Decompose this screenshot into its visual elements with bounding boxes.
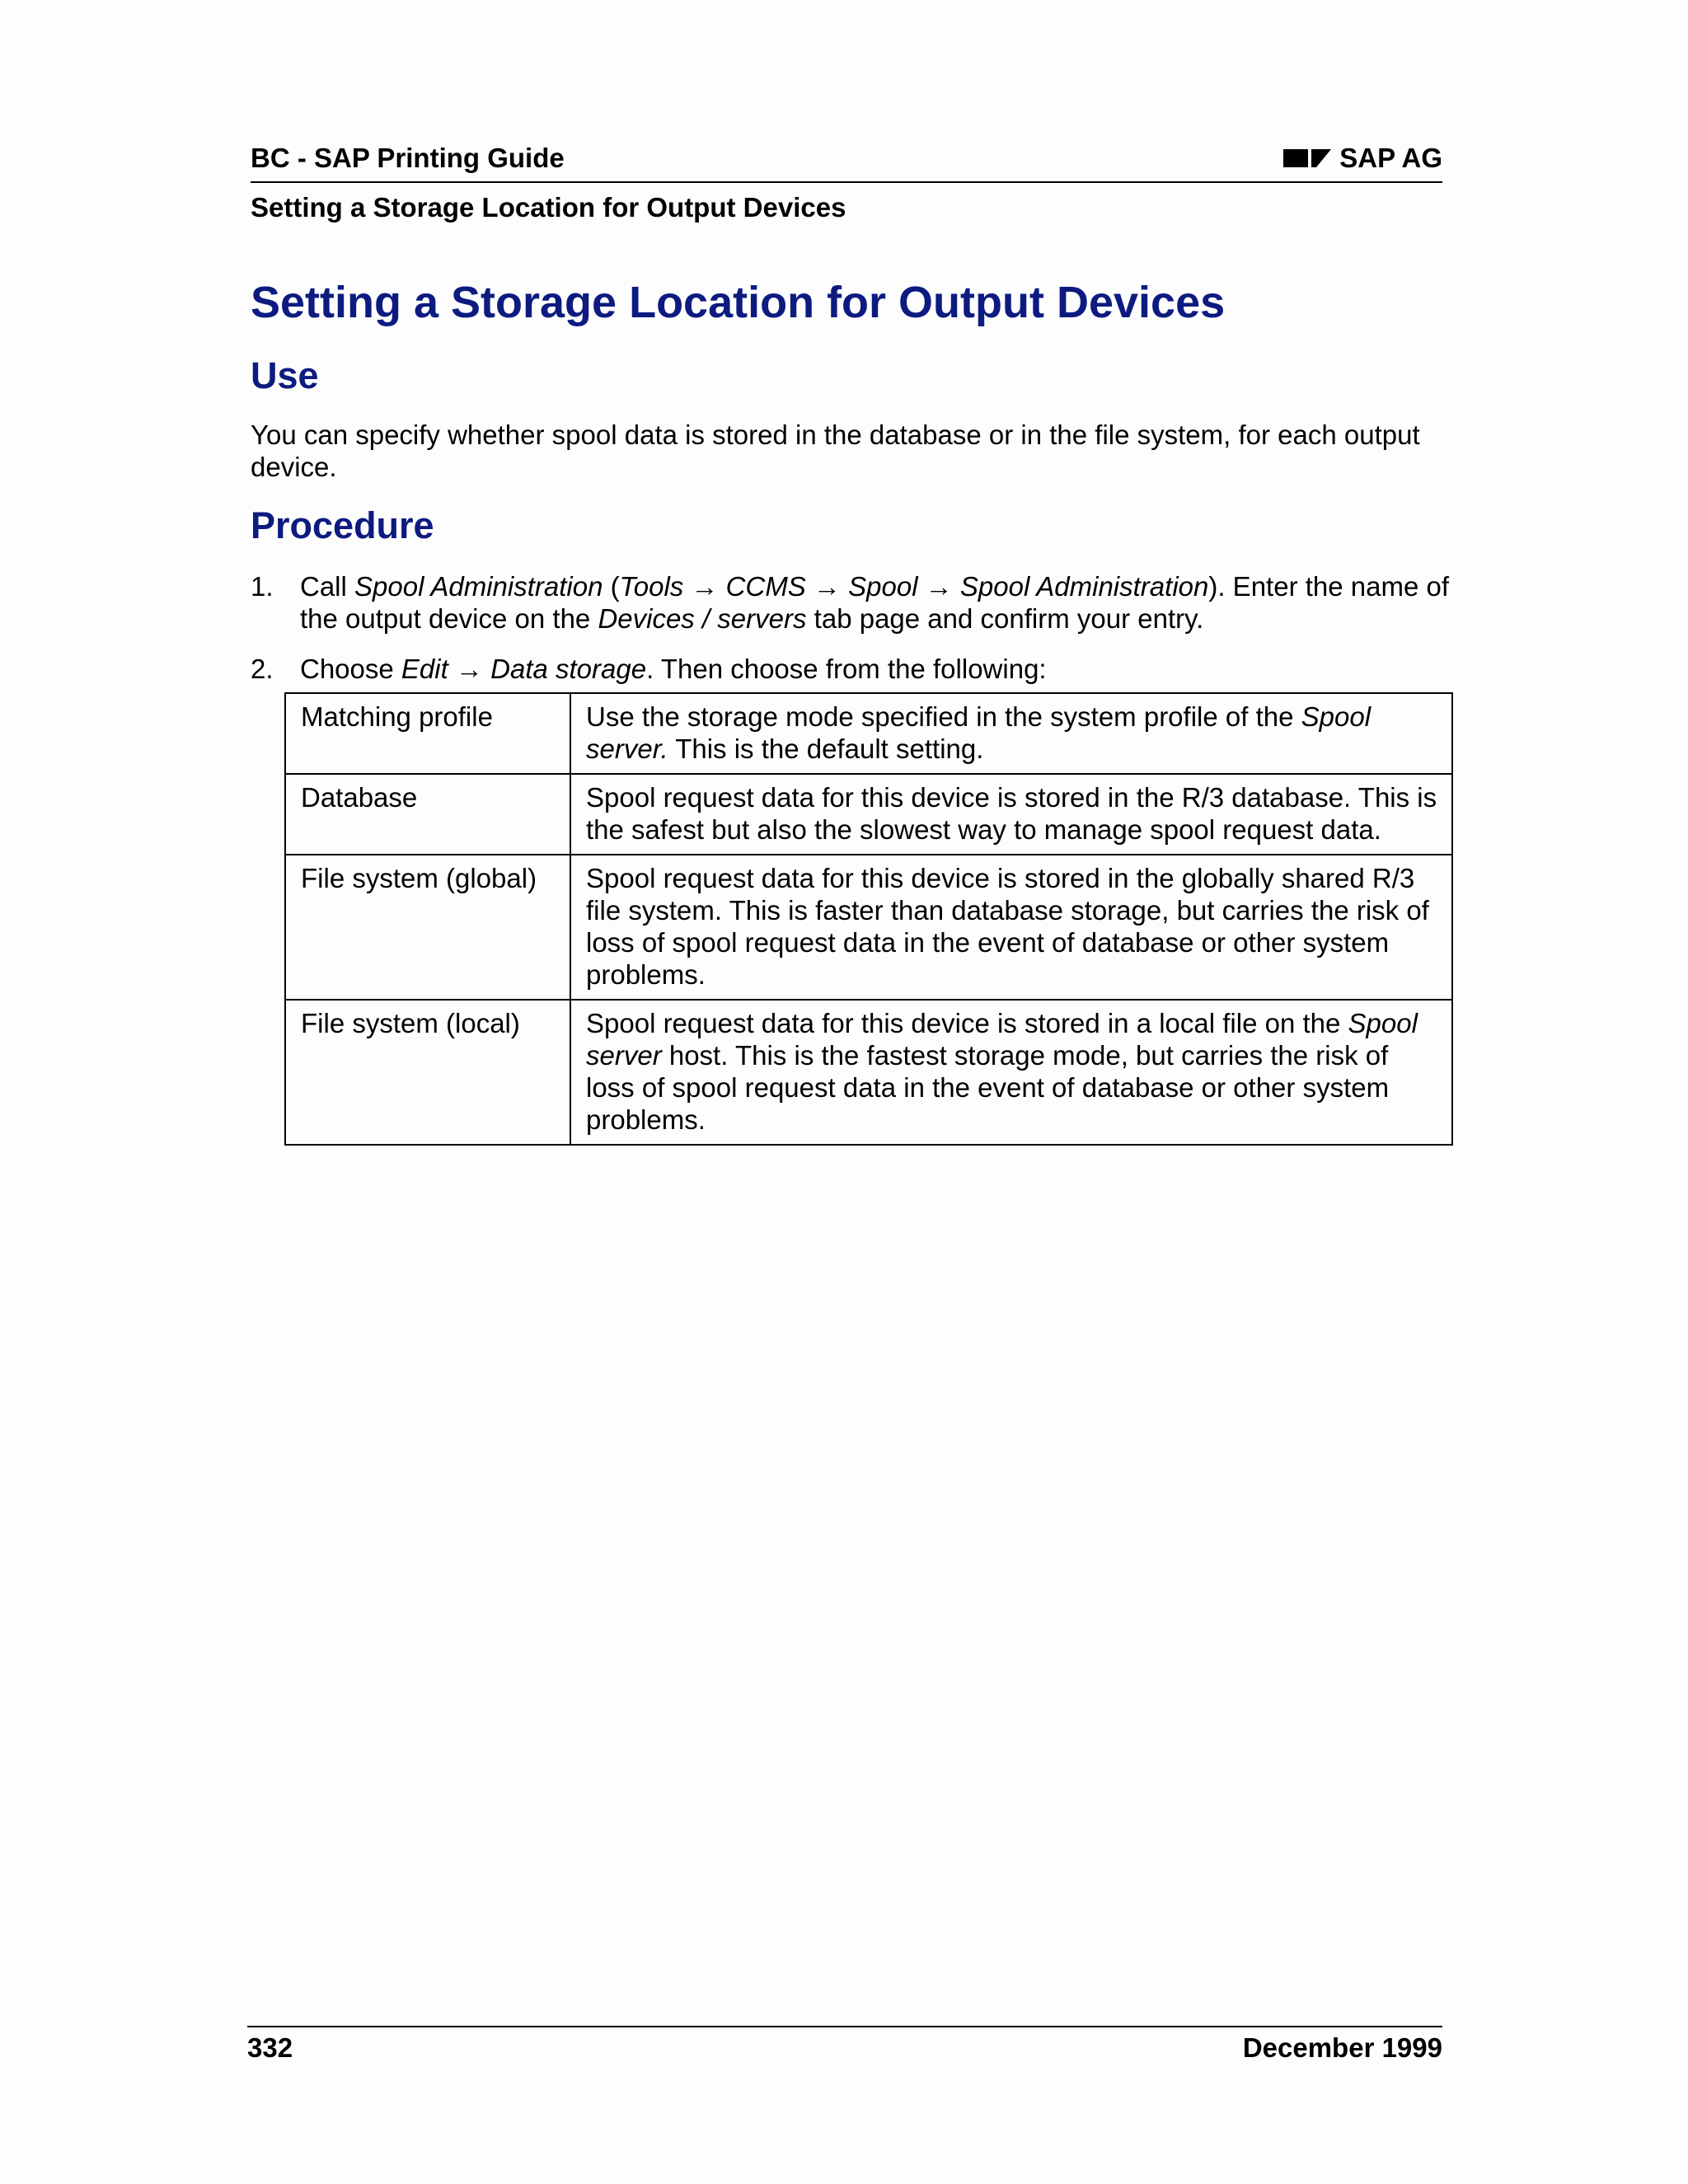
option-name: Matching profile: [285, 693, 570, 774]
option-description: Spool request data for this device is stored in the globally shared R/3 file system. This is faster than database storage, but carries the risk of loss of spool request data in the event of database or other system problems.: [570, 855, 1452, 1000]
section-breadcrumb: Setting a Storage Location for Output Devices: [251, 192, 846, 223]
page-header: [251, 135, 1442, 183]
step-number: 2.: [251, 654, 274, 684]
step-text: Call Spool Administration (Tools → CCMS → Spool → Spool Administration). Enter the name of the output device on the Devices / servers tab page and confirm your entry.: [300, 571, 1450, 634]
use-text: You can specify whether spool data is stored in the database or in the file system, for each output device.: [251, 419, 1420, 482]
company-logo: [1283, 143, 1442, 174]
step-text: Choose Edit → Data storage. Then choose from the following:: [300, 654, 1047, 684]
page-number: 332: [247, 2032, 293, 2063]
option-description: Spool request data for this device is stored in the R/3 database. This is the safest but also the slowest way to manage spool request data.: [570, 774, 1452, 855]
storage-options-table: [284, 692, 1453, 1146]
table-row: [285, 855, 1452, 1000]
option-description: Use the storage mode specified in the system profile of the Spool server. This is the default setting.: [570, 693, 1452, 774]
sap-logo-icon: [1283, 148, 1331, 169]
doc-title: BC - SAP Printing Guide: [251, 143, 565, 173]
option-name: File system (local): [285, 1000, 570, 1145]
publication-date: December 1999: [1242, 2032, 1442, 2063]
option-name: Database: [285, 774, 570, 855]
page-footer: [247, 2026, 1442, 2064]
company-name: SAP AG: [1339, 143, 1442, 173]
step-number: 1.: [251, 571, 274, 602]
procedure-step-1: [251, 570, 1454, 635]
use-heading: Use: [251, 354, 319, 396]
table-row: [285, 1000, 1452, 1145]
procedure-heading: Procedure: [251, 504, 434, 546]
table-row: [285, 693, 1452, 774]
option-name: File system (global): [285, 855, 570, 1000]
option-description: Spool request data for this device is stored in a local file on the Spool server host. This is the fastest storage mode, but carries the risk of loss of spool request data in the event of database or other system problems.: [570, 1000, 1452, 1145]
procedure-step-2: [251, 653, 1454, 685]
page-title: Setting a Storage Location for Output Devices: [251, 278, 1226, 327]
table-row: [285, 774, 1452, 855]
